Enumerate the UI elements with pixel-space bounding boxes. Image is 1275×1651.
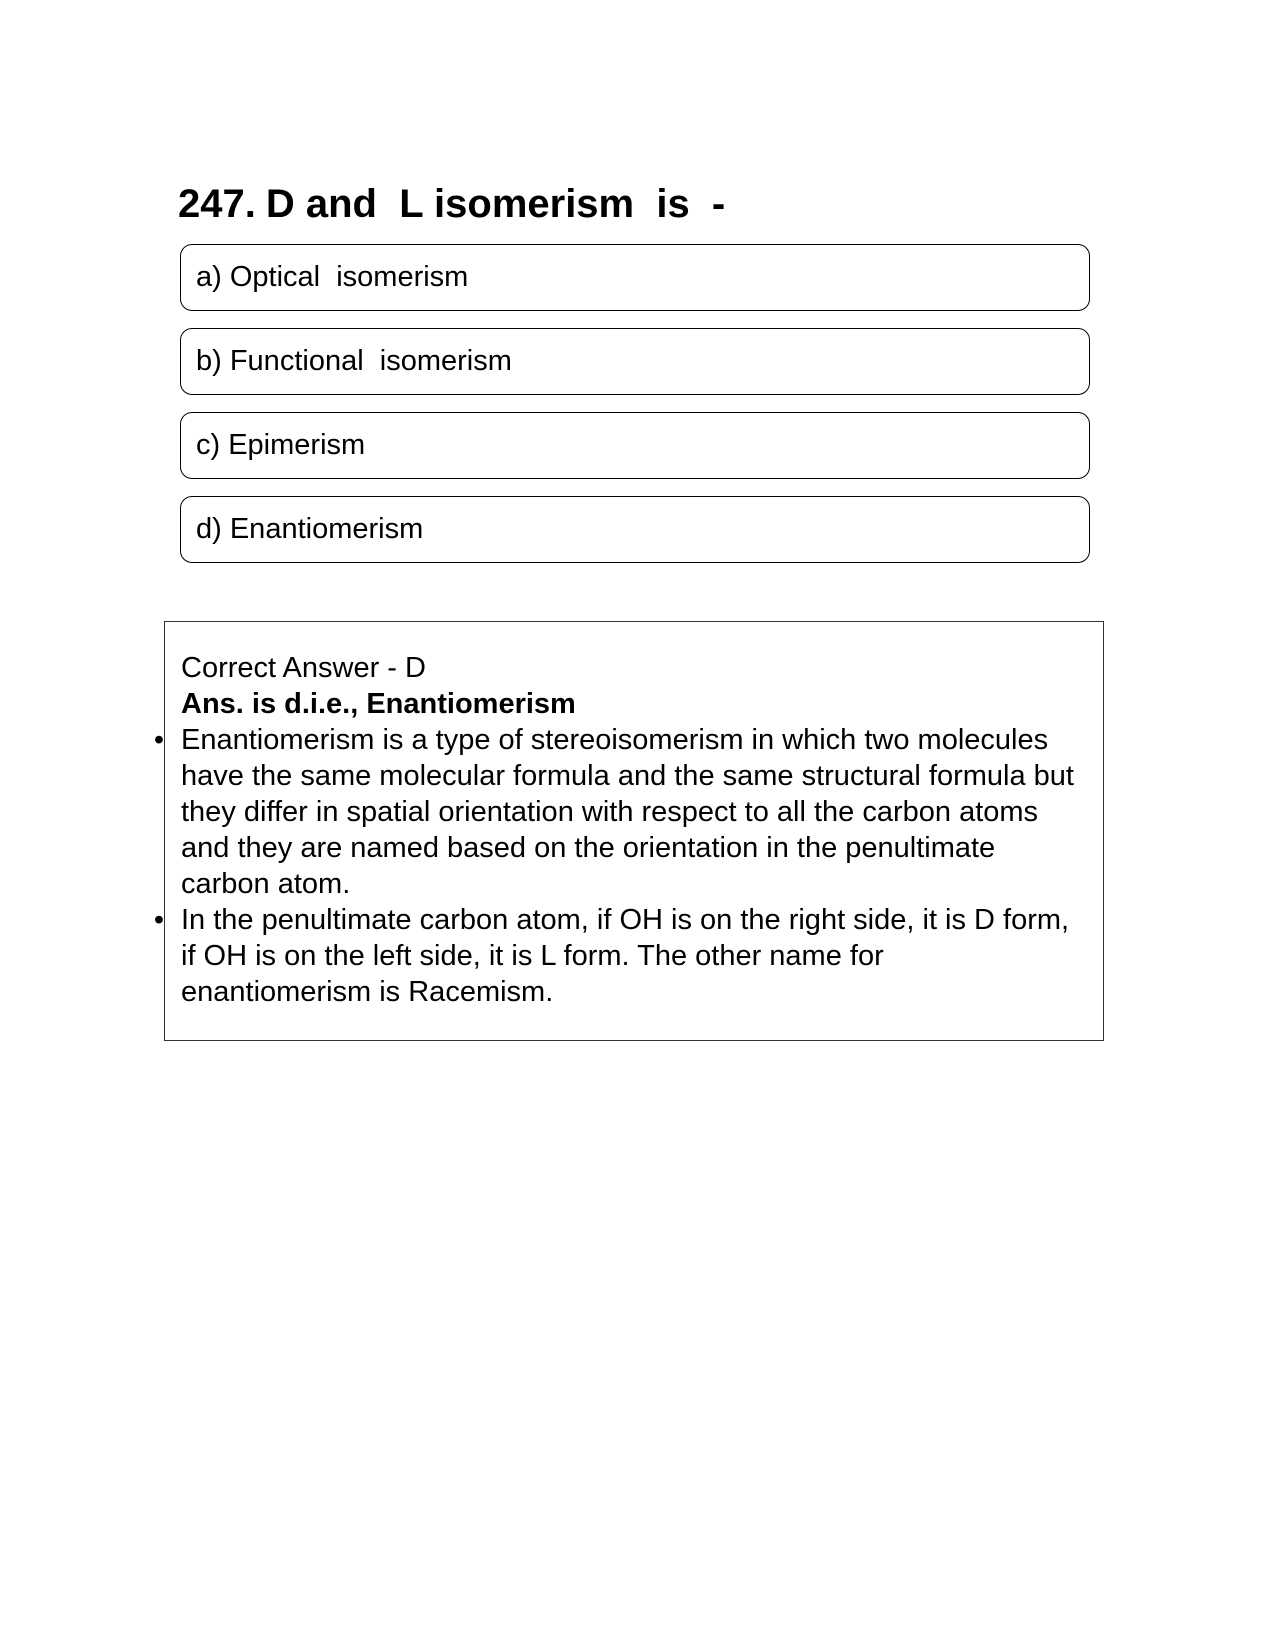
bullet-icon: •	[153, 904, 165, 936]
question-heading	[178, 180, 725, 228]
question-number: 247.	[178, 182, 256, 226]
bullet-icon: •	[153, 724, 165, 756]
correct-answer: Correct Answer - D	[181, 652, 426, 684]
option-c[interactable]: c) Epimerism	[180, 412, 1090, 479]
option-b[interactable]: b) Functional isomerism	[180, 328, 1090, 395]
question-text: D and L isomerism is -	[265, 182, 726, 226]
explanation-point	[153, 902, 1081, 1010]
option-d[interactable]: d) Enantiomerism	[180, 496, 1090, 563]
answer-content	[153, 650, 1081, 1010]
option-a[interactable]: a) Optical isomerism	[180, 244, 1090, 311]
options-list	[180, 244, 1090, 580]
answer-heading: Ans. is d.i.e., Enantiomerism	[181, 688, 576, 720]
explanation-point	[153, 722, 1081, 902]
explanation-list	[153, 722, 1081, 1010]
explanation-text: Enantiomerism is a type of stereoisomerism in which two molecules have the same molecular formula and the same structural formula but they differ in spatial orientation with respect to all the carbon atoms and they are named based on the orientation in the penultimate carbon atom.	[181, 724, 1074, 900]
answer-explanation-box	[153, 621, 1104, 1041]
explanation-text: In the penultimate carbon atom, if OH is on the right side, it is D form, if OH is on the left side, it is L form. The other name for enantiomerism is Racemism.	[181, 904, 1070, 1008]
